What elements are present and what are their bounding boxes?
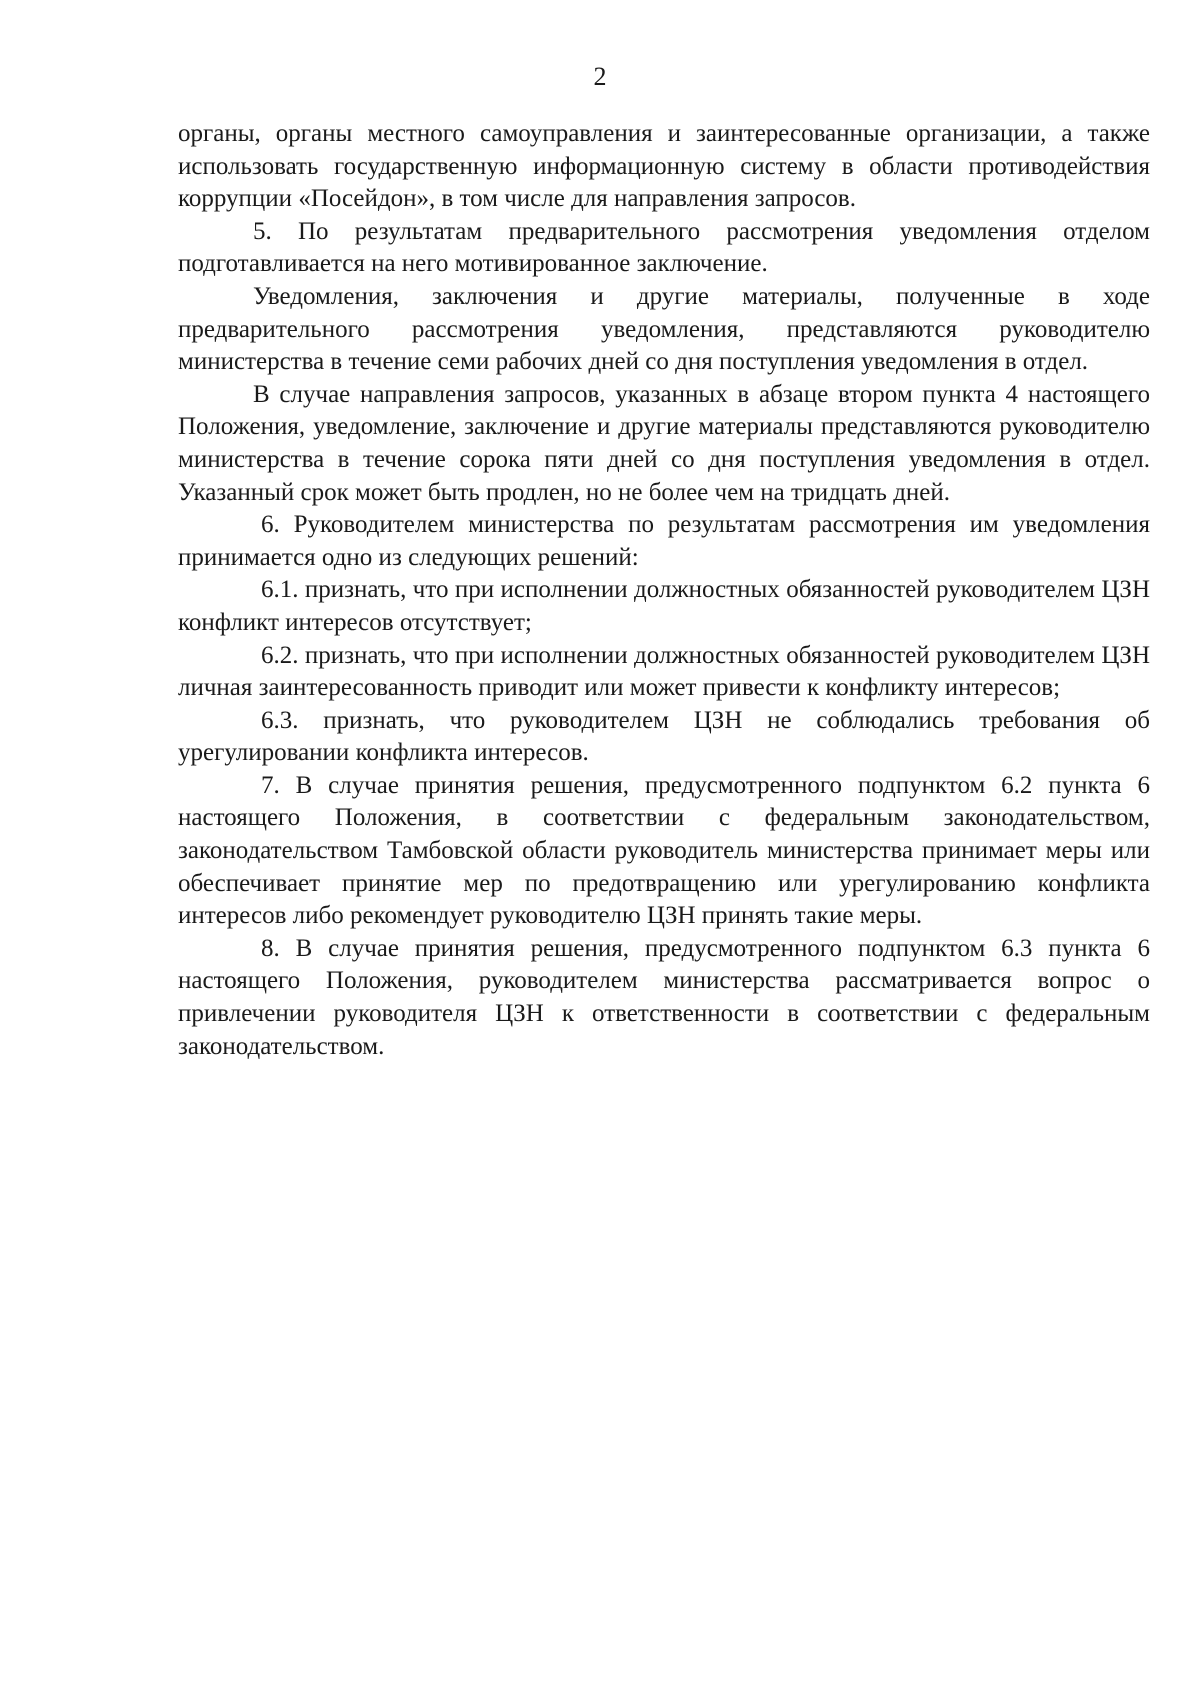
paragraph-item-6-2: 6.2. признать, что при исполнении должностных обязанностей руководителем ЦЗН личная заинтересованность приводит или может привести к конфликту интересов; (178, 641, 1150, 702)
paragraph-item-6: 6. Руководителем министерства по результатам рассмотрения им уведомления принимается одно из следующих решений: (178, 511, 1150, 571)
paragraph-item-8: 8. В случае принятия решения, предусмотренного подпунктом 6.3 пункта 6 настоящего Положения, руководителем министерства рассматривается вопрос о привлечении руководителя ЦЗН к ответственности в соответствии с федеральным законодательством. (178, 934, 1150, 1060)
paragraph-item-6-3: 6.3. признать, что руководителем ЦЗН не соблюдались требования об урегулировании конфликта интересов. (178, 706, 1150, 767)
paragraph-item-7: 7. В случае принятия решения, предусмотренного подпунктом 6.2 пункта 6 настоящего Положения, в соответствии с федеральным законодательством, законодательством Тамбовской области руководитель министерства принимает меры или обеспечивает принятие мер по предотвращению или урегулированию конфликта интересов либо рекомендует руководителю ЦЗН принять такие меры. (178, 771, 1150, 930)
paragraph-item-5: 5. По результатам предварительного рассмотрения уведомления отделом подготавливается на него мотивированное заключение. (178, 217, 1150, 278)
page-number: 2 (593, 62, 607, 91)
document-body (178, 118, 1150, 1063)
paragraph-item-6-1: 6.1. признать, что при исполнении должностных обязанностей руководителем ЦЗН конфликт интересов отсутствует; (178, 576, 1150, 636)
paragraph-continuation: органы, органы местного самоуправления и заинтересованные организации, а также использовать государственную информационную систему в области противодействия коррупции «Посейдон», в том числе для направления запросов. (178, 120, 1150, 213)
paragraph-notifications: Уведомления, заключения и другие материалы, полученные в ходе предварительного рассмотрения уведомления, представляются руководителю министерства в течение семи рабочих дней со дня поступления уведомления в отдел. (178, 282, 1150, 376)
paragraph-requests: В случае направления запросов, указанных в абзаце втором пункта 4 настоящего Положения, уведомление, заключение и другие материалы представляются руководителю министерства в течение сорока пяти дней со дня поступления уведомления в отдел. Указанный срок может быть продлен, но не более чем на тридцать дней. (178, 380, 1150, 506)
